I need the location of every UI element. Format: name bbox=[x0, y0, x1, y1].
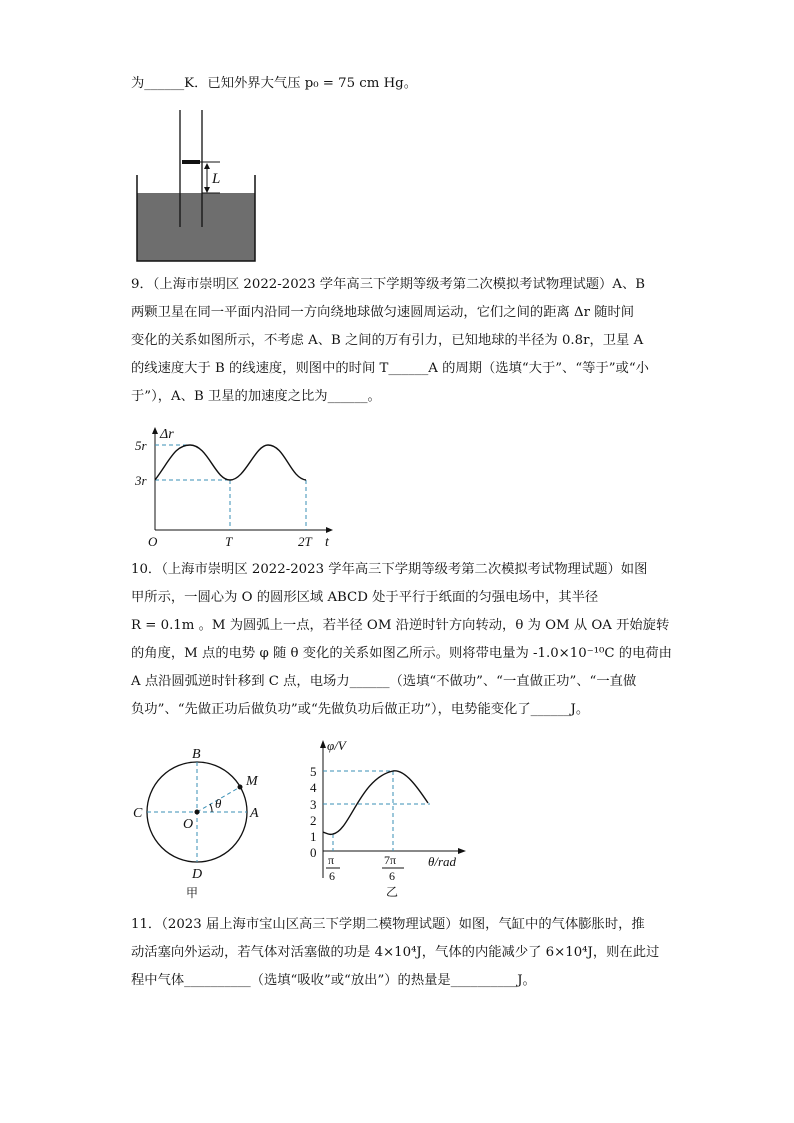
point-label: M bbox=[246, 774, 258, 789]
q10-line: 甲所示，一圆心为 O 的圆形区域 ABCD 处于平行于纸面的匀强电场中，其半径 bbox=[131, 590, 599, 605]
y-tick: 5r bbox=[135, 438, 147, 453]
x-tick-num: π bbox=[328, 853, 335, 867]
point-label: B bbox=[192, 747, 201, 762]
x-tick: O bbox=[148, 534, 158, 549]
q9-line: 于”），A、B 卫星的加速度之比为______。 bbox=[131, 389, 381, 404]
y-tick: 5 bbox=[310, 764, 317, 779]
q9-line: 9．（上海市崇明区 2022-2023 学年高三下学期等级考第二次模拟考试物理试题）A、B bbox=[131, 277, 646, 292]
x-tick: T bbox=[225, 534, 233, 549]
q10-line: R = 0.1m 。M 为圆弧上一点，若半径 OM 沿逆时针方向转动，θ 为 OM 从 OA 开始旋转 bbox=[131, 618, 670, 633]
y-tick: 2 bbox=[310, 813, 317, 828]
q11-line: 动活塞向外运动，若气体对活塞做的功是 4×10⁴J，气体的内能减少了 6×10⁴J，则在此过 bbox=[131, 945, 660, 960]
q10-figure-a bbox=[130, 740, 270, 900]
angle-label: θ bbox=[215, 796, 222, 811]
q10-figure-b bbox=[300, 738, 480, 898]
q9-line: 两颗卫星在同一平面内沿同一方向绕地球做匀速圆周运动，它们之间的距离 Δr 随时间 bbox=[131, 305, 635, 320]
caption: 乙 bbox=[386, 885, 399, 898]
y-axis-label: φ/V bbox=[327, 738, 346, 753]
q10-line: 10．（上海市崇明区 2022-2023 学年高三下学期等级考第二次模拟考试物理试题）如图 bbox=[131, 562, 648, 577]
length-label: L bbox=[212, 171, 221, 187]
point-label: A bbox=[250, 806, 259, 821]
x-axis-label: θ/rad bbox=[428, 854, 457, 869]
x-axis-label: t bbox=[325, 535, 329, 550]
x-tick-den: 6 bbox=[389, 869, 395, 883]
y-tick: 1 bbox=[310, 829, 317, 844]
q9-line: 的线速度大于 B 的线速度，则图中的时间 T______A 的周期（选填“大于”、“等于”或“小 bbox=[131, 361, 649, 376]
point-label: D bbox=[192, 867, 203, 882]
q10-line: A 点沿圆弧逆时针移到 C 点，电场力______（选填“不做功”、“一直做正功”、“一直做 bbox=[131, 674, 637, 689]
y-tick: 3 bbox=[310, 797, 317, 812]
point-label: O bbox=[183, 817, 194, 832]
q9-line: 变化的关系如图所示，不考虑 A、B 之间的万有引力，已知地球的半径为 0.8r，卫星 A bbox=[131, 333, 644, 348]
q8-text: 为______K．已知外界大气压 p₀ = 75 cm Hg。 bbox=[131, 76, 417, 91]
point-label: C bbox=[133, 806, 143, 821]
y-tick: 4 bbox=[310, 780, 317, 795]
y-tick: 3r bbox=[135, 473, 147, 488]
q9-graph bbox=[130, 420, 340, 550]
q11-line: 11．（2023 届上海市宝山区高三下学期二模物理试题）如图，气缸中的气体膨胀时，推 bbox=[131, 917, 645, 932]
x-tick: 2T bbox=[298, 534, 312, 549]
q10-line: 负功”、“先做正功后做负功”或“先做负功后做正功”），电势能变化了______J。 bbox=[131, 702, 590, 717]
q11-line: 程中气体__________（选填“吸收”或“放出”）的热量是__________J。 bbox=[131, 973, 536, 988]
q10-line: 的角度，M 点的电势 φ 随 θ 变化的关系如图乙所示。则将带电量为 -1.0×10⁻¹⁰C 的电荷由 bbox=[131, 646, 672, 661]
caption: 甲 bbox=[186, 886, 199, 900]
q8-figure bbox=[130, 105, 260, 265]
x-tick-den: 6 bbox=[329, 869, 335, 883]
y-tick: 0 bbox=[310, 845, 317, 860]
y-axis-label: Δr bbox=[160, 427, 174, 442]
x-tick-num: 7π bbox=[384, 853, 397, 867]
